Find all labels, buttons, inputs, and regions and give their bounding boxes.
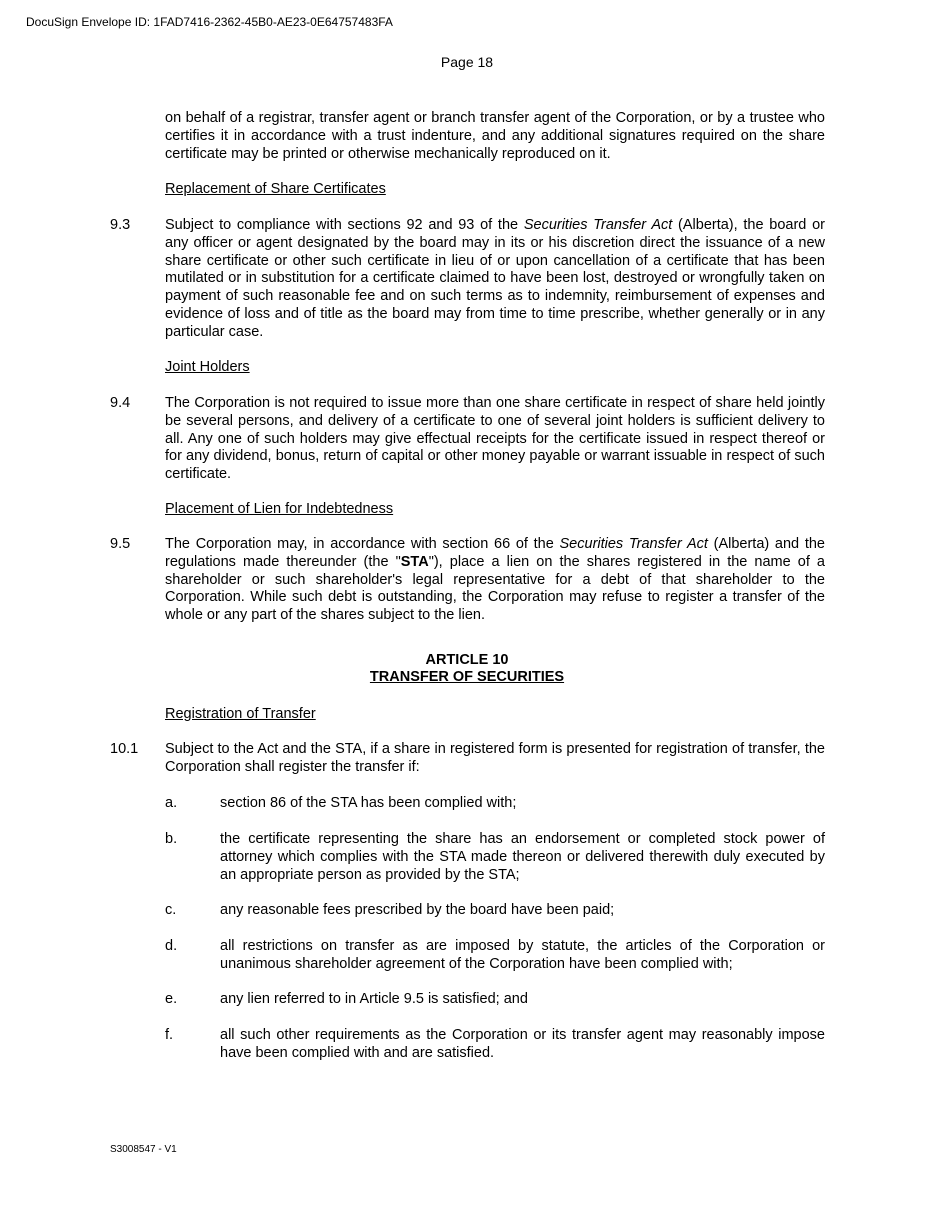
envelope-id: DocuSign Envelope ID: 1FAD7416-2362-45B0-AE23-0E64757483FA <box>26 15 393 29</box>
article-subtitle: TRANSFER OF SECURITIES <box>369 669 565 686</box>
item-letter: e. <box>165 991 178 1007</box>
item-letter: f. <box>165 1027 174 1043</box>
item-letter: a. <box>165 795 178 811</box>
item-letter: c. <box>165 902 177 918</box>
section-number-9-5: 9.5 <box>110 536 131 552</box>
heading-joint-holders: Joint Holders <box>165 359 250 375</box>
section-9-5-text: The Corporation may, in accordance with section 66 of the Securities Transfer Act (Alberta) and the regulations made thereunder (the "STA"), place a lien on the shares registered in the name of a shareholder or such shareholder's legal representative for a debt of that shareholder to the Corporation. While such debt is outstanding, the Corporation may refuse to register a transfer of the whole or any part of the shares subject to the lien. <box>165 536 825 624</box>
heading-registration-of-transfer: Registration of Transfer <box>165 706 316 722</box>
article-title <box>0 652 934 687</box>
section-number-9-4: 9.4 <box>110 395 131 411</box>
heading-replacement-of-share-certificates: Replacement of Share Certificates <box>165 181 386 197</box>
heading-placement-of-lien: Placement of Lien for Indebtedness <box>165 501 394 517</box>
item-letter: d. <box>165 938 178 954</box>
section-10-1-text: Subject to the Act and the STA, if a share in registered form is presented for registration of transfer, the Corporation shall register the transfer if: <box>165 741 825 775</box>
article-number: ARTICLE 10 <box>425 652 509 668</box>
section-number-10-1: 10.1 <box>110 741 139 757</box>
item-letter: b. <box>165 831 178 847</box>
list-item: all such other requirements as the Corporation or its transfer agent may reasonably impose have been complied with and are satisfied. <box>220 1027 825 1061</box>
list-item: any lien referred to in Article 9.5 is satisfied; and <box>220 991 528 1007</box>
section-9-4-text: The Corporation is not required to issue more than one share certificate in respect of share held jointly be several persons, and delivery of a certificate to one of several joint holders is sufficient delivery to all. Any one of such holders may give effectual receipts for the certificate issued in respect thereof or for any dividend, bonus, return of capital or other money payable or warrant issuable in respect of such certificate. <box>165 395 825 483</box>
list-item: any reasonable fees prescribed by the board have been paid; <box>220 902 615 918</box>
page-number: Page 18 <box>440 54 494 70</box>
document-code: S3008547 - V1 <box>110 1144 177 1155</box>
section-number-9-3: 9.3 <box>110 217 131 233</box>
continuation-paragraph: on behalf of a registrar, transfer agent or branch transfer agent of the Corporation, or by a trustee who certifies it in accordance with a trust indenture, and any additional signatures required on the share certificate may be printed or otherwise mechanically reproduced on it. <box>165 110 825 162</box>
list-item: all restrictions on transfer as are imposed by statute, the articles of the Corporation or unanimous shareholder agreement of the Corporation have been complied with; <box>220 938 825 972</box>
section-9-3-text: Subject to compliance with sections 92 and 93 of the Securities Transfer Act (Alberta), the board or any officer or agent designated by the board may in its or his discretion direct the issuance of a new share certificate or other such certificate in lieu of or upon cancellation of a certificate that has been mutilated or in substitution for a certificate claimed to have been lost, destroyed or wrongfully taken on payment of such reasonable fee and on such terms as to indemnity, reimbursement of expenses and evidence of loss and of title as the board may from time to time prescribe, whether generally or in any particular case. <box>165 217 825 340</box>
list-item: the certificate representing the share has an endorsement or completed stock power of attorney which complies with the STA made thereon or delivered therewith duly executed by an appropriate person as provided by the STA; <box>220 831 825 883</box>
list-item: section 86 of the STA has been complied with; <box>220 795 517 811</box>
